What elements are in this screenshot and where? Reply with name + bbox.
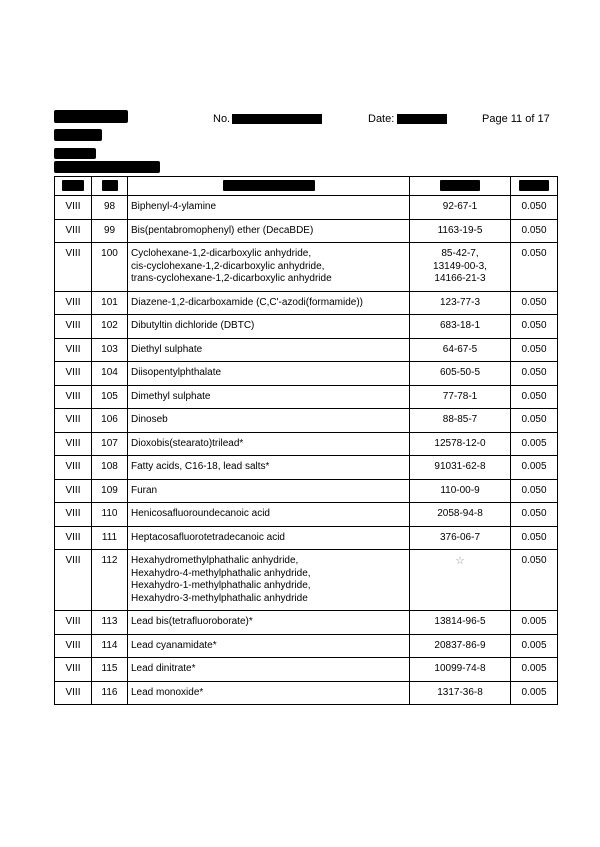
- cell-cas-line: 123-77-3: [439, 296, 481, 308]
- report-subtitle-redacted: [54, 129, 102, 141]
- header-no-redacted: [92, 177, 128, 196]
- cell-no: 106: [92, 409, 128, 433]
- cell-list: VIII: [55, 291, 92, 315]
- cell-substance-line: Dibutyltin dichloride (DBTC): [131, 320, 255, 331]
- cell-no: 107: [92, 432, 128, 456]
- table-row: [55, 456, 558, 480]
- table-row: [55, 291, 558, 315]
- cell-cas: [410, 503, 511, 527]
- cell-substance-line: cis-cyclohexane-1,2-dicarboxylic anhydride,: [131, 260, 325, 272]
- cell-limit: 0.050: [511, 315, 558, 339]
- cell-substance-line: trans-cyclohexane-1,2-dicarboxylic anhydride: [131, 273, 332, 284]
- cell-substance: [128, 291, 410, 315]
- cell-limit: 0.050: [511, 362, 558, 386]
- cell-limit: 0.050: [511, 479, 558, 503]
- cell-no: 109: [92, 479, 128, 503]
- cell-cas: [410, 432, 511, 456]
- cell-substance: [128, 362, 410, 386]
- date-label: Date:: [368, 113, 395, 125]
- cell-substance: [128, 409, 410, 433]
- cell-cas-line: 2058-94-8: [437, 508, 483, 519]
- cell-limit: 0.005: [511, 611, 558, 635]
- cell-cas-line: 20837-86-9: [434, 639, 486, 651]
- cell-cas: [410, 550, 511, 611]
- cell-substance-line: Dinoseb: [131, 414, 168, 425]
- cell-cas: [410, 219, 511, 243]
- table-row: [55, 526, 558, 550]
- cell-substance: [128, 681, 410, 705]
- cell-limit: 0.050: [511, 526, 558, 550]
- cell-substance: [128, 611, 410, 635]
- cell-no: 102: [92, 315, 128, 339]
- substance-table: [54, 176, 558, 705]
- cell-cas-line: 1163-19-5: [437, 224, 483, 236]
- cell-cas-line: 683-18-1: [439, 320, 481, 331]
- date-redacted: [397, 114, 447, 124]
- cell-substance-line: Hexahydro-4-methylphathalic anhydride,: [131, 567, 311, 579]
- cell-substance-line: Furan: [131, 484, 158, 496]
- cell-list: VIII: [55, 315, 92, 339]
- cell-cas-line: 110-00-9: [440, 484, 480, 496]
- cell-cas: [410, 196, 511, 220]
- page-number: Page 11 of 17: [482, 113, 550, 125]
- table-row: [55, 479, 558, 503]
- cell-cas-line: 14166-21-3: [434, 273, 486, 284]
- cell-no: 98: [92, 196, 128, 220]
- cell-cas: [410, 479, 511, 503]
- cell-no: 104: [92, 362, 128, 386]
- cell-list: VIII: [55, 550, 92, 611]
- cell-substance-line: Hexahydro-3-methylphathalic anhydride: [131, 592, 308, 604]
- cell-no: 114: [92, 634, 128, 658]
- cell-cas: [410, 315, 511, 339]
- cell-no: 101: [92, 291, 128, 315]
- cell-substance: [128, 456, 410, 480]
- cell-list: VIII: [55, 456, 92, 480]
- cell-no: 115: [92, 658, 128, 682]
- cell-substance: [128, 338, 410, 362]
- cell-substance: [128, 315, 410, 339]
- table-row: [55, 550, 558, 611]
- cell-limit: 0.050: [511, 243, 558, 292]
- table-row: [55, 681, 558, 705]
- cell-cas: [410, 526, 511, 550]
- cell-list: VIII: [55, 219, 92, 243]
- cell-substance: [128, 634, 410, 658]
- cell-substance-line: Biphenyl-4-ylamine: [131, 201, 217, 212]
- table-row: [55, 432, 558, 456]
- cell-cas: [410, 658, 511, 682]
- cell-substance-line: Lead bis(tetrafluoroborate)*: [131, 616, 253, 627]
- table-row: [55, 243, 558, 292]
- table-row: [55, 219, 558, 243]
- cell-list: VIII: [55, 196, 92, 220]
- cell-substance-line: Diisopentylphthalate: [131, 367, 222, 378]
- cell-cas-line: 85-42-7,: [441, 248, 479, 259]
- header-list-redacted: [55, 177, 92, 196]
- cell-list: VIII: [55, 243, 92, 292]
- table-row: [55, 658, 558, 682]
- cell-no: 112: [92, 550, 128, 611]
- cell-cas: [410, 456, 511, 480]
- cell-limit: 0.050: [511, 338, 558, 362]
- cell-no: 105: [92, 385, 128, 409]
- header-limit-redacted: [511, 177, 558, 196]
- table-header-row: [55, 177, 558, 196]
- cell-cas-line: 10099-74-8: [434, 663, 486, 674]
- cell-substance-line: Hexahydro-1-methylphathalic anhydride,: [131, 580, 311, 591]
- cell-substance-line: Diethyl sulphate: [131, 343, 203, 355]
- cell-substance: [128, 658, 410, 682]
- cell-cas-line: 13149-00-3,: [433, 260, 487, 272]
- cell-list: VIII: [55, 611, 92, 635]
- table-row: [55, 634, 558, 658]
- cell-cas: [410, 362, 511, 386]
- cell-list: VIII: [55, 409, 92, 433]
- cell-substance-line: Heptacosafluorotetradecanoic acid: [131, 531, 285, 543]
- cell-list: VIII: [55, 338, 92, 362]
- cell-no: 113: [92, 611, 128, 635]
- cell-substance-line: Dimethyl sulphate: [131, 390, 211, 402]
- cell-cas-line: ☆: [455, 555, 465, 567]
- cell-limit: 0.050: [511, 503, 558, 527]
- cell-substance: [128, 196, 410, 220]
- cell-cas: [410, 634, 511, 658]
- cell-limit: 0.050: [511, 291, 558, 315]
- cell-list: VIII: [55, 526, 92, 550]
- cell-list: VIII: [55, 385, 92, 409]
- cell-no: 103: [92, 338, 128, 362]
- cell-list: VIII: [55, 362, 92, 386]
- cell-substance: [128, 550, 410, 611]
- table-row: [55, 338, 558, 362]
- cell-substance: [128, 432, 410, 456]
- cell-cas-line: 91031-62-8: [434, 461, 486, 472]
- report-line4-redacted: [54, 161, 160, 173]
- cell-list: VIII: [55, 479, 92, 503]
- report-number-redacted: [232, 114, 322, 124]
- report-line3-redacted: [54, 148, 96, 159]
- cell-substance: [128, 526, 410, 550]
- cell-limit: 0.050: [511, 196, 558, 220]
- cell-limit: 0.005: [511, 658, 558, 682]
- cell-limit: 0.005: [511, 456, 558, 480]
- cell-limit: 0.050: [511, 550, 558, 611]
- cell-list: VIII: [55, 634, 92, 658]
- cell-limit: 0.050: [511, 219, 558, 243]
- cell-no: 100: [92, 243, 128, 292]
- cell-substance-line: Bis(pentabromophenyl) ether (DecaBDE): [131, 224, 314, 236]
- cell-cas: [410, 681, 511, 705]
- cell-list: VIII: [55, 432, 92, 456]
- cell-substance: [128, 219, 410, 243]
- cell-cas: [410, 338, 511, 362]
- cell-cas-line: 376-06-7: [439, 531, 481, 543]
- cell-substance-line: Cyclohexane-1,2-dicarboxylic anhydride,: [131, 248, 312, 259]
- cell-substance-line: Fatty acids, C16-18, lead salts*: [131, 461, 270, 472]
- cell-substance-line: Lead monoxide*: [131, 686, 204, 698]
- cell-cas-line: 77-78-1: [442, 390, 478, 402]
- cell-substance-line: Lead cyanamidate*: [131, 639, 217, 651]
- table-row: [55, 362, 558, 386]
- cell-cas-line: 88-85-7: [442, 414, 478, 425]
- table-row: [55, 315, 558, 339]
- cell-no: 108: [92, 456, 128, 480]
- cell-substance: [128, 479, 410, 503]
- cell-cas: [410, 385, 511, 409]
- table-row: [55, 196, 558, 220]
- cell-substance: [128, 385, 410, 409]
- cell-cas-line: 12578-12-0: [434, 437, 486, 449]
- cell-limit: 0.005: [511, 681, 558, 705]
- cell-limit: 0.050: [511, 385, 558, 409]
- cell-substance: [128, 243, 410, 292]
- cell-list: VIII: [55, 681, 92, 705]
- cell-limit: 0.005: [511, 634, 558, 658]
- cell-limit: 0.050: [511, 409, 558, 433]
- cell-cas: [410, 243, 511, 292]
- cell-substance-line: Lead dinitrate*: [131, 663, 196, 674]
- report-number-label: No.: [213, 113, 231, 125]
- cell-no: 110: [92, 503, 128, 527]
- cell-no: 111: [92, 526, 128, 550]
- table-row: [55, 503, 558, 527]
- cell-substance: [128, 503, 410, 527]
- header-substance-redacted: [128, 177, 410, 196]
- table-row: [55, 385, 558, 409]
- cell-list: VIII: [55, 503, 92, 527]
- cell-substance-line: Hexahydromethylphathalic anhydride,: [131, 555, 299, 566]
- cell-substance-line: Diazene-1,2-dicarboxamide (C,C'-azodi(formamide)): [131, 296, 363, 308]
- table-row: [55, 611, 558, 635]
- report-title-redacted: [54, 110, 128, 123]
- cell-cas-line: 605-50-5: [439, 367, 481, 378]
- cell-no: 116: [92, 681, 128, 705]
- cell-cas: [410, 611, 511, 635]
- table-row: [55, 409, 558, 433]
- cell-substance-line: Dioxobis(stearato)trilead*: [131, 437, 244, 449]
- cell-list: VIII: [55, 658, 92, 682]
- header-cas-redacted: [410, 177, 511, 196]
- cell-cas-line: 13814-96-5: [434, 616, 486, 627]
- cell-cas: [410, 291, 511, 315]
- cell-limit: 0.005: [511, 432, 558, 456]
- cell-cas: [410, 409, 511, 433]
- cell-cas-line: 64-67-5: [442, 343, 478, 355]
- cell-cas-line: 1317-36-8: [437, 686, 483, 698]
- cell-substance-line: Henicosafluoroundecanoic acid: [131, 508, 270, 519]
- cell-no: 99: [92, 219, 128, 243]
- cell-cas-line: 92-67-1: [442, 201, 478, 212]
